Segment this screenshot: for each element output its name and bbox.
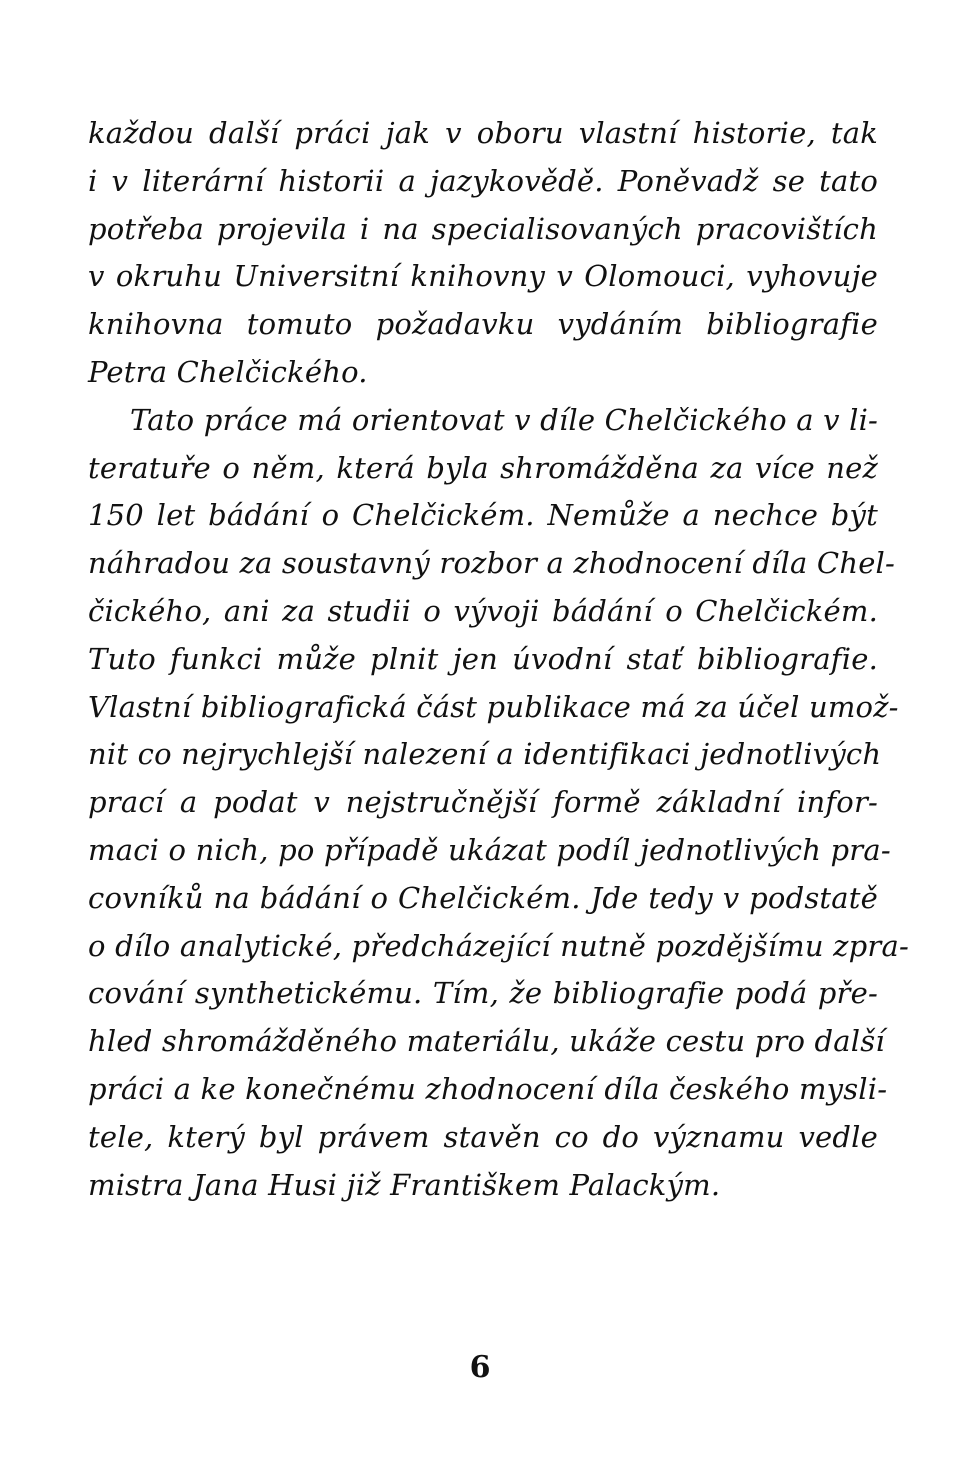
text-line: knihovna tomuto požadavku vydáním bibliografie (88, 307, 878, 342)
text-line: práci a ke konečnému zhodnocení díla českého mysli- (88, 1071, 888, 1106)
text-line: cování synthetickému. Tím, že bibliografie podá pře- (88, 976, 878, 1011)
text-line: covníků na bádání o Chelčickém. Jde tedy v podstatě (88, 880, 878, 915)
text-line: Vlastní bibliografická část publikace má za účel umož- (88, 689, 899, 724)
page-number: 6 (469, 1350, 491, 1385)
text-line: Petra Chelčického. (88, 354, 368, 389)
text-line: tele, který byl právem stavěn co do významu vedle (88, 1119, 878, 1154)
text-line: maci o nich, po případě ukázat podíl jednotlivých pra- (88, 832, 891, 867)
text-line: o dílo analytické, předcházející nutně pozdějšímu zpra- (88, 928, 909, 963)
text-line: hled shromážděného materiálu, ukáže cestu pro další (88, 1024, 885, 1059)
text-line: čického, ani za studii o vývoji bádání o Chelčickém. (88, 593, 878, 628)
text-line: každou další práci jak v oboru vlastní historie, tak (88, 116, 878, 150)
text-line: teratuře o něm, která byla shromážděna za více než (88, 450, 878, 485)
text-line: 150 let bádání o Chelčickém. Nemůže a nechce být (88, 498, 878, 533)
text-line: nit co nejrychlejší nalezení a identifikaci jednotlivých (88, 737, 882, 772)
body-text (88, 110, 909, 1209)
text-line: prací a podat v nejstručnější formě základní infor- (88, 785, 878, 820)
text-line: náhradou za soustavný rozbor a zhodnocení díla Chel- (88, 546, 896, 581)
text-line: v okruhu Universitní knihovny v Olomouci, vyhovuje (88, 259, 878, 294)
paragraph-start-line: Tato práce má orientovat v díle Chelčického a v li- (130, 402, 879, 437)
text-line: potřeba projevila i na specialisovaných pracovištích (88, 211, 878, 246)
text-line: mistra Jana Husi již Františkem Palackým. (88, 1167, 721, 1202)
text-line: Tuto funkci může plnit jen úvodní stať bibliografie. (88, 641, 878, 676)
text-line: i v literární historii a jazykovědě. Poněvadž se tato (88, 163, 878, 198)
